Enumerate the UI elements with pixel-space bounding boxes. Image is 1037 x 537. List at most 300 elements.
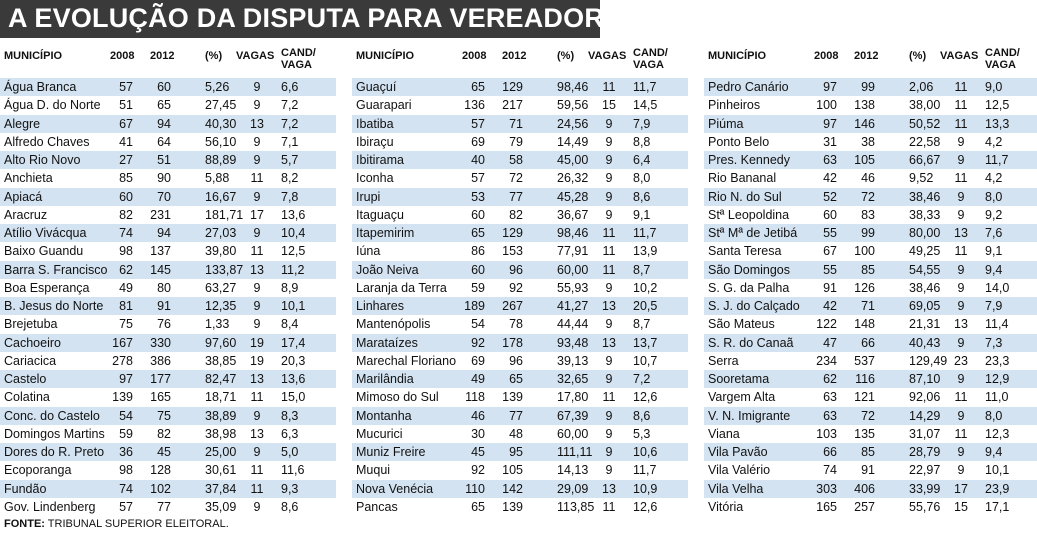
cand-vaga-cell: 13,3 (985, 116, 1010, 131)
vagas-cell: 11 (954, 390, 968, 405)
percent-cell: 38,46 (909, 189, 941, 204)
table-row (704, 96, 1037, 114)
table-row (352, 151, 688, 169)
municipio-cell: Domingos Martins (4, 426, 105, 441)
table-row (704, 480, 1037, 498)
header-cand-vaga (633, 47, 668, 71)
vagas-cell: 19 (250, 335, 264, 350)
table-row (704, 115, 1037, 133)
cand-vaga-cell: 8,0 (633, 171, 651, 186)
percent-cell: 5,26 (205, 80, 230, 94)
municipio-cell: Itapemirim (356, 226, 415, 240)
vagas-cell: 9 (605, 153, 613, 167)
cand-vaga-cell: 13,6 (281, 207, 306, 222)
vagas-cell: 13 (250, 372, 264, 386)
value-2008-cell: 54 (471, 317, 485, 332)
table-row (0, 242, 336, 260)
cand-vaga-cell: 7,8 (281, 189, 299, 204)
vagas-cell: 9 (253, 98, 261, 113)
vagas-cell: 13 (602, 481, 616, 496)
value-2012-cell: 178 (502, 335, 523, 350)
percent-cell: 39,13 (557, 353, 589, 368)
vagas-cell: 11 (250, 481, 264, 496)
cand-vaga-cell: 11,7 (633, 463, 657, 478)
cand-vaga-cell: 8,3 (281, 408, 299, 423)
table-row (0, 78, 336, 96)
table-row (352, 169, 688, 187)
value-2008-cell: 97 (823, 80, 837, 94)
value-2008-cell: 42 (823, 299, 837, 313)
table-row (704, 151, 1037, 169)
value-2008-cell: 110 (465, 481, 485, 496)
value-2008-cell: 49 (119, 280, 133, 295)
table-column-2 (352, 41, 688, 517)
cand-vaga-cell: 11,6 (281, 463, 305, 478)
table-row (352, 425, 688, 443)
table-row (0, 407, 336, 425)
header-municipio: MUNICÍPIO (4, 50, 63, 62)
value-2012-cell: 76 (157, 317, 171, 332)
cand-vaga-cell: 8,6 (281, 499, 299, 514)
percent-cell: 60,00 (557, 426, 589, 441)
value-2012-cell: 77 (509, 189, 523, 204)
vagas-cell: 11 (954, 244, 968, 259)
percent-cell: 36,67 (557, 207, 589, 222)
table-row (0, 352, 336, 370)
cand-vaga-cell: 20,3 (281, 353, 306, 368)
vagas-cell: 13 (954, 226, 968, 240)
table-row (352, 388, 688, 406)
cand-vaga-cell: 14,5 (633, 98, 658, 113)
table-row (704, 188, 1037, 206)
percent-cell: 5,88 (205, 171, 230, 186)
table-row (0, 315, 336, 333)
municipio-cell: Brejetuba (4, 317, 58, 332)
municipio-cell: Alto Rio Novo (4, 153, 81, 167)
vagas-cell: 9 (605, 372, 613, 386)
cand-vaga-cell: 14,0 (985, 280, 1010, 295)
header-vaga-line: VAGA (633, 59, 664, 71)
header-vaga-line: VAGA (985, 59, 1016, 71)
cand-vaga-cell: 9,1 (985, 244, 1003, 259)
cand-vaga-cell: 23,9 (985, 481, 1010, 496)
table-row (352, 334, 688, 352)
municipio-cell: Aracruz (4, 207, 48, 222)
cand-vaga-cell: 5,7 (281, 153, 299, 167)
vagas-cell: 9 (253, 445, 261, 459)
vagas-cell: 11 (250, 171, 264, 186)
municipio-cell: Rio Bananal (708, 171, 777, 186)
value-2008-cell: 45 (471, 445, 485, 459)
value-2012-cell: 121 (854, 390, 875, 405)
percent-cell: 93,48 (557, 335, 589, 350)
value-2012-cell: 71 (509, 116, 523, 131)
data-table (0, 41, 1037, 517)
value-2012-cell: 94 (157, 226, 171, 240)
table-row (0, 224, 336, 242)
cand-vaga-cell: 7,2 (281, 98, 299, 113)
value-2008-cell: 47 (823, 335, 837, 350)
vagas-cell: 9 (605, 353, 613, 368)
vagas-cell: 9 (253, 280, 261, 295)
table-row (0, 370, 336, 388)
municipio-cell: Ibatiba (356, 116, 394, 131)
municipio-cell: Atílio Vivácqua (4, 226, 87, 240)
municipio-cell: Pedro Canário (708, 80, 789, 94)
municipio-cell: Dores do R. Preto (4, 445, 105, 459)
municipio-cell: Mimoso do Sul (356, 390, 439, 405)
table-row (0, 96, 336, 114)
table-row (0, 461, 336, 479)
value-2008-cell: 167 (112, 335, 133, 350)
header-percent: (%) (909, 50, 927, 62)
percent-cell: 38,00 (909, 98, 941, 113)
municipio-cell: João Neiva (356, 262, 419, 277)
table-row (704, 297, 1037, 315)
percent-cell: 32,65 (557, 372, 589, 386)
value-2012-cell: 139 (502, 390, 523, 405)
percent-cell: 24,56 (557, 116, 589, 131)
value-2012-cell: 66 (861, 335, 875, 350)
vagas-cell: 11 (954, 98, 968, 113)
table-row (704, 224, 1037, 242)
vagas-cell: 9 (253, 499, 261, 514)
value-2012-cell: 94 (157, 116, 171, 131)
vagas-cell: 9 (253, 153, 261, 167)
vagas-cell: 9 (957, 299, 965, 313)
percent-cell: 25,00 (205, 445, 237, 459)
footer-source: TRIBUNAL SUPERIOR ELEITORAL. (44, 518, 229, 530)
vagas-cell: 11 (250, 390, 264, 405)
cand-vaga-cell: 11,0 (985, 390, 1009, 405)
vagas-cell: 9 (957, 335, 965, 350)
cand-vaga-cell: 15,0 (281, 390, 306, 405)
value-2012-cell: 91 (861, 463, 875, 478)
table-row (352, 480, 688, 498)
percent-cell: 9,52 (909, 171, 934, 186)
table-row (352, 78, 688, 96)
value-2012-cell: 80 (157, 280, 171, 295)
vagas-cell: 17 (954, 481, 968, 496)
value-2008-cell: 63 (823, 408, 837, 423)
vagas-cell: 11 (602, 390, 616, 405)
percent-cell: 133,87 (205, 262, 244, 277)
table-row (352, 461, 688, 479)
header-2008: 2008 (814, 50, 839, 62)
value-2008-cell: 46 (471, 408, 485, 423)
vagas-cell: 19 (250, 353, 264, 368)
value-2008-cell: 63 (823, 390, 837, 405)
value-2012-cell: 95 (509, 445, 523, 459)
percent-cell: 82,47 (205, 372, 237, 386)
value-2012-cell: 82 (509, 207, 523, 222)
value-2012-cell: 82 (157, 426, 171, 441)
value-2012-cell: 75 (157, 408, 171, 423)
value-2012-cell: 137 (150, 244, 171, 259)
vagas-cell: 9 (957, 207, 965, 222)
vagas-cell: 9 (605, 189, 613, 204)
municipio-cell: Itaguaçu (356, 207, 404, 222)
value-2008-cell: 66 (823, 445, 837, 459)
header-vaga-line: VAGA (281, 59, 312, 71)
municipio-cell: Baixo Guandu (4, 244, 84, 259)
percent-cell: 14,49 (557, 134, 589, 149)
percent-cell: 31,07 (909, 426, 941, 441)
value-2012-cell: 138 (854, 98, 875, 113)
value-2008-cell: 51 (119, 98, 133, 113)
header-vagas: VAGAS (588, 50, 627, 62)
vagas-cell: 13 (250, 426, 264, 441)
value-2012-cell: 96 (509, 262, 523, 277)
table-row (0, 188, 336, 206)
municipio-cell: Vila Pavão (708, 445, 768, 459)
value-2008-cell: 59 (471, 280, 485, 295)
value-2008-cell: 165 (816, 499, 837, 514)
header-percent: (%) (557, 50, 575, 62)
cand-vaga-cell: 17,4 (281, 335, 306, 350)
vagas-cell: 9 (957, 153, 965, 167)
percent-cell: 77,91 (557, 244, 589, 259)
municipio-cell: Marataízes (356, 335, 418, 350)
value-2012-cell: 78 (509, 317, 523, 332)
table-row (704, 443, 1037, 461)
vagas-cell: 11 (602, 499, 616, 514)
value-2012-cell: 77 (157, 499, 171, 514)
percent-cell: 40,30 (205, 116, 237, 131)
percent-cell: 2,06 (909, 80, 934, 94)
value-2012-cell: 51 (157, 153, 171, 167)
percent-cell: 50,52 (909, 116, 941, 131)
municipio-cell: Ecoporanga (4, 463, 72, 478)
municipio-cell: Água Branca (4, 80, 77, 94)
table-row (0, 206, 336, 224)
percent-cell: 59,56 (557, 98, 589, 113)
value-2012-cell: 330 (150, 335, 171, 350)
value-2012-cell: 148 (854, 317, 875, 332)
municipio-cell: Rio N. do Sul (708, 189, 782, 204)
value-2008-cell: 60 (471, 262, 485, 277)
table-header (0, 47, 336, 73)
cand-vaga-cell: 5,3 (633, 426, 651, 441)
municipio-cell: Stª Mª de Jetibá (708, 226, 798, 240)
value-2008-cell: 81 (119, 299, 133, 313)
cand-vaga-cell: 12,6 (633, 390, 658, 405)
value-2012-cell: 45 (157, 445, 171, 459)
value-2008-cell: 62 (119, 262, 133, 277)
value-2012-cell: 139 (502, 499, 523, 514)
percent-cell: 38,98 (205, 426, 237, 441)
cand-vaga-cell: 7,2 (281, 116, 299, 131)
table-row (704, 206, 1037, 224)
cand-vaga-cell: 8,4 (281, 317, 299, 332)
value-2008-cell: 122 (816, 317, 837, 332)
value-2008-cell: 65 (471, 80, 485, 94)
value-2012-cell: 46 (861, 171, 875, 186)
value-2012-cell: 90 (157, 171, 171, 186)
percent-cell: 39,80 (205, 244, 237, 259)
percent-cell: 38,46 (909, 280, 941, 295)
cand-vaga-cell: 9,4 (985, 262, 1003, 277)
cand-vaga-cell: 17,1 (985, 499, 1010, 514)
municipio-cell: Ibitirama (356, 153, 404, 167)
municipio-cell: Laranja da Terra (356, 280, 447, 295)
percent-cell: 113,85 (557, 499, 595, 514)
municipio-cell: Muniz Freire (356, 445, 426, 459)
cand-vaga-cell: 8,6 (633, 408, 651, 423)
percent-cell: 14,29 (909, 408, 941, 423)
percent-cell: 27,45 (205, 98, 237, 113)
vagas-cell: 9 (605, 317, 613, 332)
vagas-cell: 9 (605, 207, 613, 222)
value-2012-cell: 77 (509, 408, 523, 423)
header-vagas: VAGAS (940, 50, 979, 62)
value-2012-cell: 60 (157, 80, 171, 94)
municipio-cell: Iconha (356, 171, 394, 186)
vagas-cell: 13 (250, 262, 264, 277)
percent-cell: 27,03 (205, 226, 237, 240)
cand-vaga-cell: 10,1 (281, 299, 306, 313)
value-2012-cell: 217 (502, 98, 523, 113)
percent-cell: 66,67 (909, 153, 941, 167)
municipio-cell: Ibiraçu (356, 134, 394, 149)
value-2008-cell: 100 (816, 98, 837, 113)
value-2008-cell: 30 (471, 426, 485, 441)
municipio-cell: S. G. da Palha (708, 280, 790, 295)
vagas-cell: 13 (250, 116, 264, 131)
percent-cell: 55,76 (909, 499, 941, 514)
percent-cell: 38,33 (909, 207, 941, 222)
value-2012-cell: 85 (861, 262, 875, 277)
value-2012-cell: 65 (157, 98, 171, 113)
table-row (0, 169, 336, 187)
table-row (704, 388, 1037, 406)
percent-cell: 129,49 (909, 353, 948, 368)
percent-cell: 45,00 (557, 153, 589, 167)
value-2012-cell: 65 (509, 372, 523, 386)
municipio-cell: Irupi (356, 189, 381, 204)
percent-cell: 40,43 (909, 335, 941, 350)
value-2012-cell: 70 (157, 189, 171, 204)
value-2008-cell: 139 (112, 390, 133, 405)
cand-vaga-cell: 13,9 (633, 244, 658, 259)
value-2008-cell: 69 (471, 353, 485, 368)
value-2012-cell: 96 (509, 353, 523, 368)
cand-vaga-cell: 9,3 (281, 481, 299, 496)
table-column-3 (704, 41, 1037, 517)
value-2012-cell: 128 (150, 463, 171, 478)
value-2008-cell: 55 (823, 262, 837, 277)
municipio-cell: Conc. do Castelo (4, 408, 100, 423)
vagas-cell: 13 (602, 299, 616, 313)
table-row (0, 297, 336, 315)
value-2012-cell: 72 (509, 171, 523, 186)
value-2008-cell: 40 (471, 153, 485, 167)
value-2012-cell: 83 (861, 207, 875, 222)
value-2012-cell: 85 (861, 445, 875, 459)
cand-vaga-cell: 8,9 (281, 280, 299, 295)
table-row (352, 297, 688, 315)
value-2008-cell: 65 (471, 226, 485, 240)
table-row (0, 133, 336, 151)
value-2008-cell: 85 (119, 171, 133, 186)
table-row (704, 261, 1037, 279)
municipio-cell: Boa Esperança (4, 280, 90, 295)
percent-cell: 54,55 (909, 262, 941, 277)
vagas-cell: 9 (605, 408, 613, 423)
vagas-cell: 9 (957, 408, 965, 423)
table-row (352, 279, 688, 297)
table-row (0, 498, 336, 516)
cand-vaga-cell: 12,5 (985, 98, 1010, 113)
cand-vaga-cell: 12,6 (633, 499, 658, 514)
cand-vaga-cell: 23,3 (985, 353, 1010, 368)
value-2012-cell: 48 (509, 426, 523, 441)
vagas-cell: 11 (250, 244, 264, 259)
table-header (352, 47, 688, 73)
cand-vaga-cell: 7,9 (633, 116, 651, 131)
header-cand-line: CAND/ (281, 47, 316, 59)
municipio-cell: S. R. do Canaã (708, 335, 794, 350)
value-2008-cell: 57 (471, 116, 485, 131)
table-row (0, 115, 336, 133)
value-2008-cell: 98 (119, 244, 133, 259)
cand-vaga-cell: 9,0 (985, 80, 1003, 94)
header-percent: (%) (205, 50, 223, 62)
value-2008-cell: 97 (119, 372, 133, 386)
municipio-cell: Alegre (4, 116, 41, 131)
municipio-cell: Serra (708, 353, 739, 368)
percent-cell: 41,27 (557, 299, 589, 313)
value-2008-cell: 98 (119, 463, 133, 478)
cand-vaga-cell: 4,2 (985, 134, 1003, 149)
municipio-cell: B. Jesus do Norte (4, 299, 104, 313)
vagas-cell: 9 (605, 463, 613, 478)
value-2012-cell: 267 (502, 299, 523, 313)
vagas-cell: 9 (605, 171, 613, 186)
table-row (704, 407, 1037, 425)
header-cand-line: CAND/ (633, 47, 668, 59)
percent-cell: 97,60 (205, 335, 237, 350)
cand-vaga-cell: 11,4 (985, 317, 1009, 332)
percent-cell: 92,06 (909, 390, 941, 405)
table-row (0, 261, 336, 279)
municipio-cell: Castelo (4, 372, 47, 386)
municipio-cell: Viana (708, 426, 740, 441)
percent-cell: 33,99 (909, 481, 941, 496)
value-2008-cell: 74 (823, 463, 837, 478)
value-2012-cell: 91 (157, 299, 171, 313)
percent-cell: 98,46 (557, 226, 589, 240)
cand-vaga-cell: 7,2 (633, 372, 651, 386)
municipio-cell: Marechal Floriano (356, 353, 457, 368)
vagas-cell: 13 (602, 335, 616, 350)
vagas-cell: 15 (954, 499, 968, 514)
percent-cell: 181,71 (205, 207, 244, 222)
cand-vaga-cell: 12,9 (985, 372, 1010, 386)
cand-vaga-cell: 9,2 (985, 207, 1003, 222)
percent-cell: 29,09 (557, 481, 589, 496)
value-2008-cell: 69 (471, 134, 485, 149)
municipio-cell: S. J. do Calçado (708, 299, 800, 313)
table-row (0, 279, 336, 297)
percent-cell: 45,28 (557, 189, 589, 204)
value-2012-cell: 145 (150, 262, 171, 277)
cand-vaga-cell: 8,7 (633, 262, 651, 277)
cand-vaga-cell: 8,8 (633, 134, 651, 149)
vagas-cell: 9 (253, 317, 261, 332)
percent-cell: 49,25 (909, 244, 941, 259)
value-2008-cell: 189 (464, 299, 485, 313)
